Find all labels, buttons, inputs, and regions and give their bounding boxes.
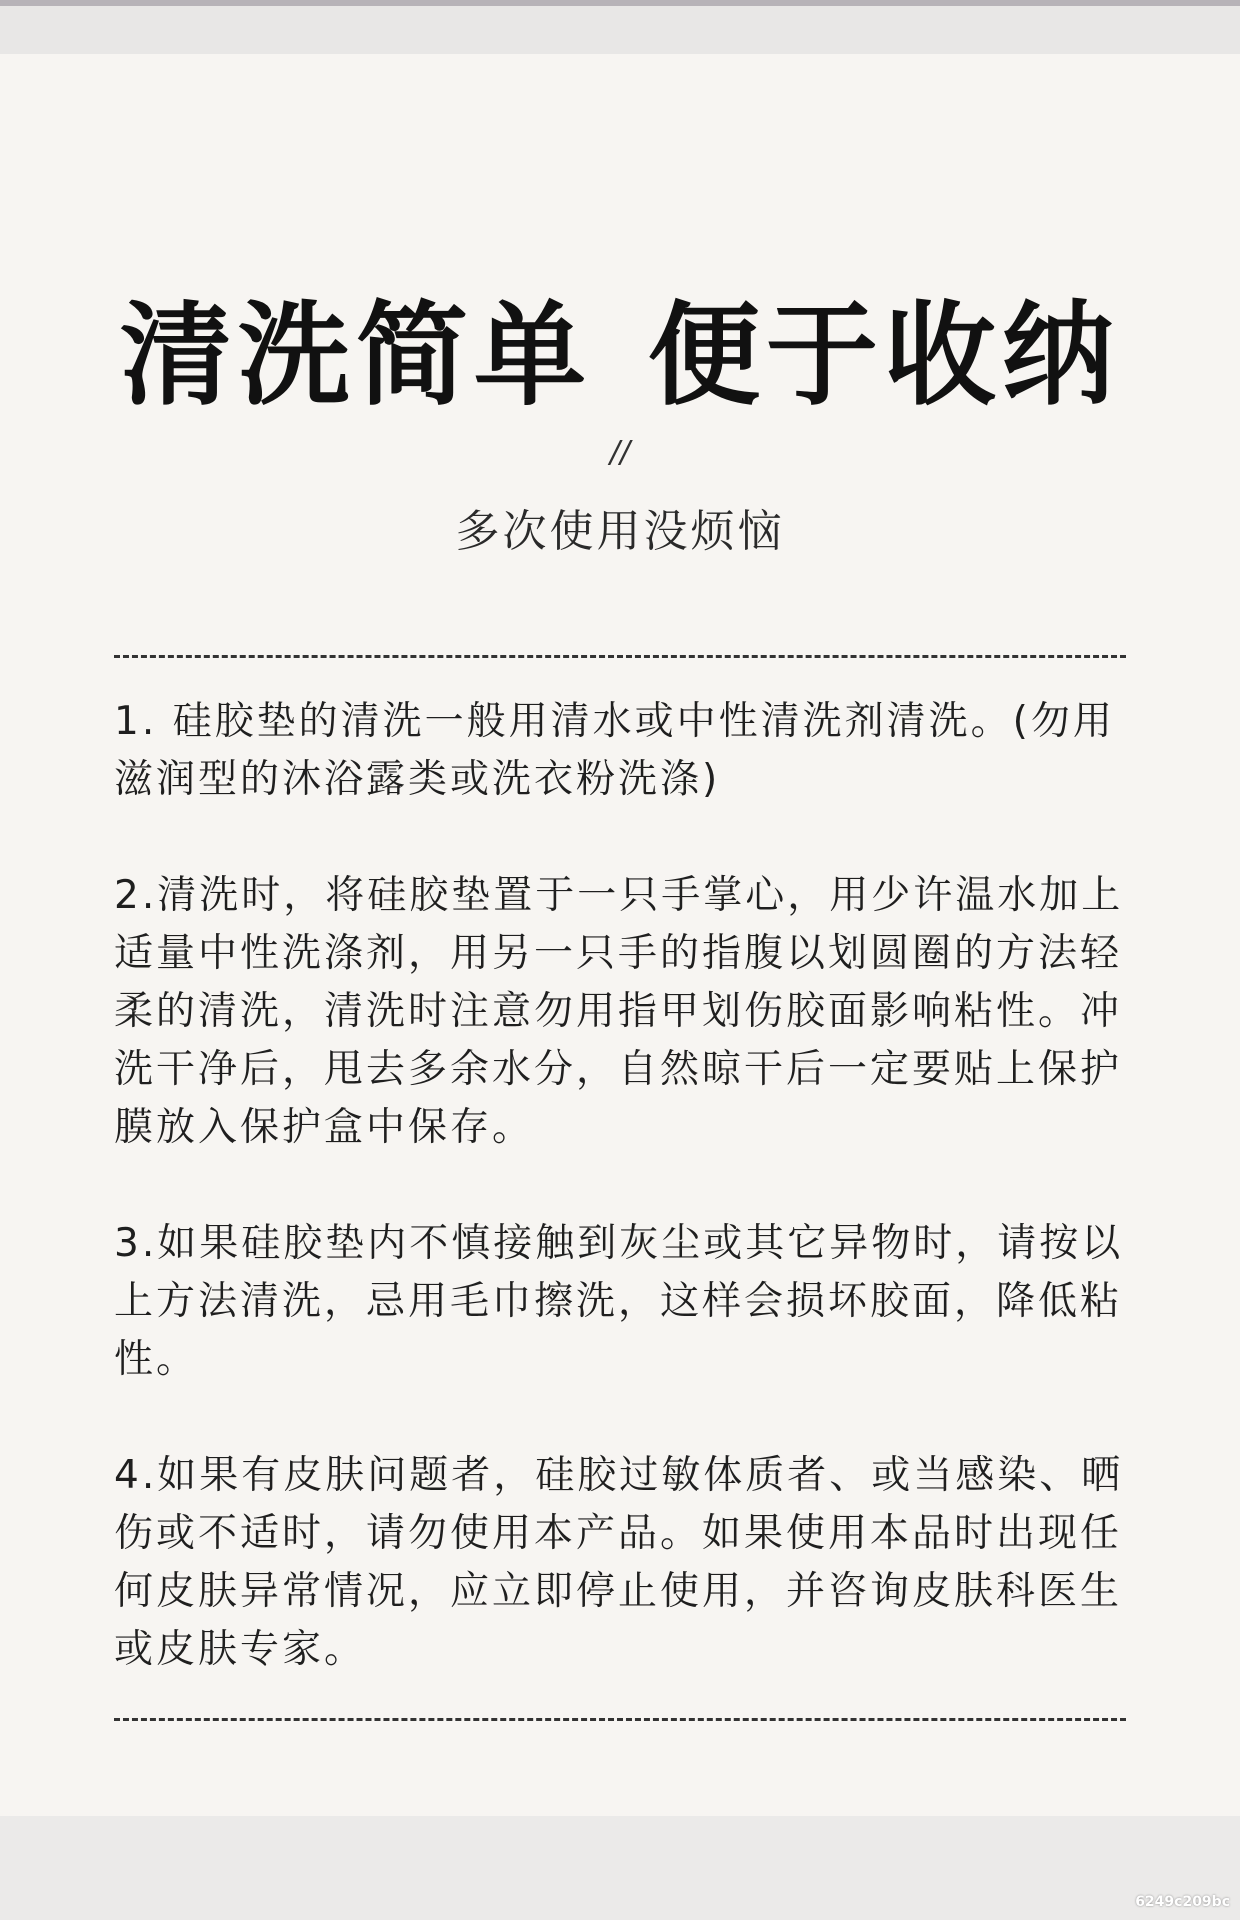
bottom-band — [0, 1816, 1240, 1920]
page-subtitle: 多次使用没烦恼 — [455, 506, 785, 557]
instruction-paragraph-2: 2.清洗时，将硅胶垫置于一只手掌心，用少许温水加上适量中性洗涤剂，用另一只手的指腹以划圆圈的方法轻柔的清洗，清洗时注意勿用指甲划伤胶面影响粘性。冲洗干净后，甩去多余水分，自然晾干后一定要贴上保护膜放入保护盒中保存。 — [114, 873, 1124, 1150]
instructions-list — [114, 693, 1126, 1737]
title-left: 清洗简单 — [120, 291, 592, 421]
instruction-paragraph-1: 1. 硅胶垫的清洗一般用清水或中性清洗剂清洗。(勿用滋润型的沐浴露类或洗衣粉洗涤) — [114, 699, 1115, 802]
instruction-paragraph-4: 4.如果有皮肤问题者，硅胶过敏体质者、或当感染、晒伤或不适时，请勿使用本产品。如果使用本品时出现任何皮肤异常情况，应立即停止使用，并咨询皮肤科医生或皮肤专家。 — [114, 1453, 1124, 1672]
dashed-divider-bottom — [114, 1718, 1126, 1721]
watermark: 6249c209bc — [1135, 1894, 1230, 1910]
instruction-paragraph-3: 3.如果硅胶垫内不慎接触到灰尘或其它异物时，请按以上方法清洗，忌用毛巾擦洗，这样会损坏胶面，降低粘性。 — [114, 1221, 1124, 1382]
title-right: 便于收纳 — [648, 291, 1120, 421]
page-title — [0, 291, 1240, 421]
dashed-divider-top — [114, 655, 1126, 658]
top-band — [0, 6, 1240, 54]
title-divider-mark: // — [609, 435, 631, 470]
